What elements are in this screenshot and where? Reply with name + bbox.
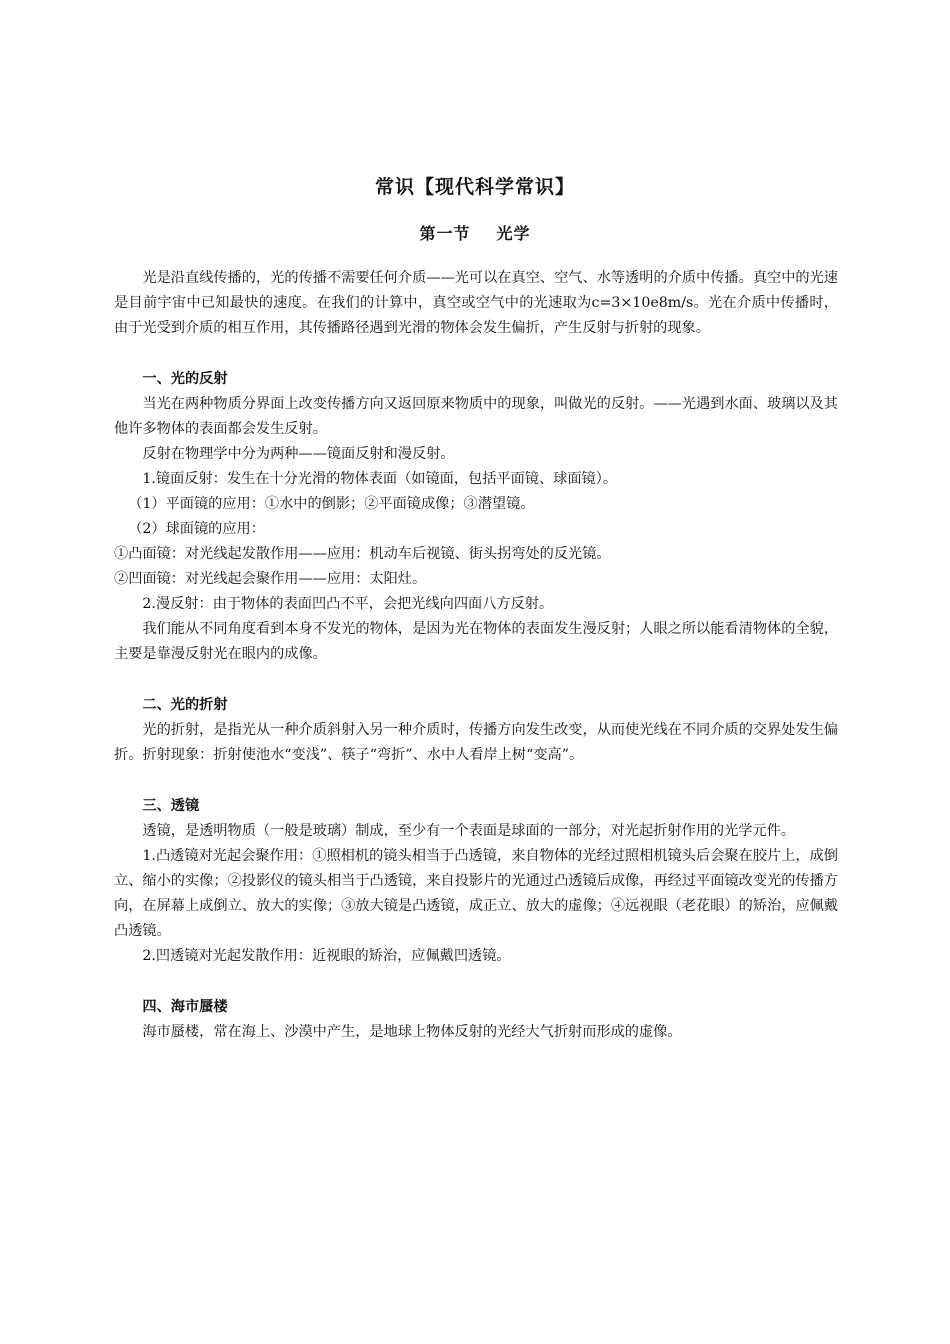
heading-reflection: 一、光的反射 xyxy=(142,371,228,387)
reflection-item-spherical-mirror: （2）球面镜的应用： xyxy=(128,521,265,537)
reflection-item-convex-mirror: ①凸面镜：对光线起发散作用——应用：机动车后视镜、街头拐弯处的反光镜。 xyxy=(114,546,611,562)
chapter-label: 第一节 xyxy=(419,224,471,243)
reflection-paragraph-2: 反射在物理学中分为两种——镜面反射和漫反射。 xyxy=(142,446,455,462)
reflection-item-plane-mirror: （1）平面镜的应用：①水中的倒影；②平面镜成像；③潜望镜。 xyxy=(128,496,535,512)
lens-paragraph-1: 透镜，是透明物质（一般是玻璃）制成，至少有一个表面是球面的一部分，对光起折射作用的光学元件。 xyxy=(142,823,796,839)
lens-paragraph-concave: 2.凹透镜对光起发散作用：近视眼的矫治，应佩戴凹透镜。 xyxy=(142,948,511,964)
lens-paragraph-convex: 1.凸透镜对光起会聚作用：①照相机的镜头相当于凸透镜，来自物体的光经过照相机镜头后会聚在胶片上，成倒立、缩小的实像；②投影仪的镜头相当于凸透镜，来自投影片的光通过凸透镜后成像，再经过平面镜改变光的传播方向，在屏幕上成倒立、放大的实像；③放大镜是凸透镜，成正立、放大的虚像；④远视眼（老花眼）的矫治，应佩戴凸透镜。 xyxy=(114,848,838,939)
reflection-item-concave-mirror: ②凹面镜：对光线起会聚作用——应用：太阳灶。 xyxy=(114,571,427,587)
reflection-item-specular: 1.镜面反射：发生在十分光滑的物体表面（如镜面，包括平面镜、球面镜）。 xyxy=(142,471,618,487)
chapter-name: 光学 xyxy=(496,224,531,243)
heading-refraction: 二、光的折射 xyxy=(142,697,228,713)
mirage-paragraph: 海市蜃楼，常在海上、沙漠中产生，是地球上物体反射的光经大气折射而形成的虚像。 xyxy=(142,1024,682,1040)
refraction-paragraph: 光的折射，是指光从一种介质斜射入另一种介质时，传播方向发生改变，从而使光线在不同介质的交界处发生偏折。折射现象：折射使池水“变浅”、筷子“弯折”、水中人看岸上树“变高”。 xyxy=(114,722,838,763)
heading-lens: 三、透镜 xyxy=(142,798,200,814)
reflection-paragraph-3: 我们能从不同角度看到本身不发光的物体，是因为光在物体的表面发生漫反射；人眼之所以能看清物体的全貌，主要是靠漫反射光在眼内的成像。 xyxy=(114,621,838,662)
chapter-title xyxy=(0,221,950,244)
page-title: 常识【现代科学常识】 xyxy=(374,176,575,198)
intro-paragraph: 光是沿直线传播的，光的传播不需要任何介质——光可以在真空、空气、水等透明的介质中传播。真空中的光速是目前宇宙中已知最快的速度。在我们的计算中，真空或空气中的光速取为c=3×10e8m/s。光在介质中传播时，由于光受到介质的相互作用，其传播路径遇到光滑的物体会发生偏折，产生反射与折射的现象。 xyxy=(114,270,838,336)
reflection-paragraph-1: 当光在两种物质分界面上改变传播方向又返回原来物质中的现象，叫做光的反射。——光遇到水面、玻璃以及其他许多物体的表面都会发生反射。 xyxy=(114,396,838,437)
heading-mirage: 四、海市蜃楼 xyxy=(142,999,228,1015)
document-body xyxy=(114,266,838,1045)
reflection-item-diffuse: 2.漫反射：由于物体的表面凹凸不平，会把光线向四面八方反射。 xyxy=(142,596,554,612)
